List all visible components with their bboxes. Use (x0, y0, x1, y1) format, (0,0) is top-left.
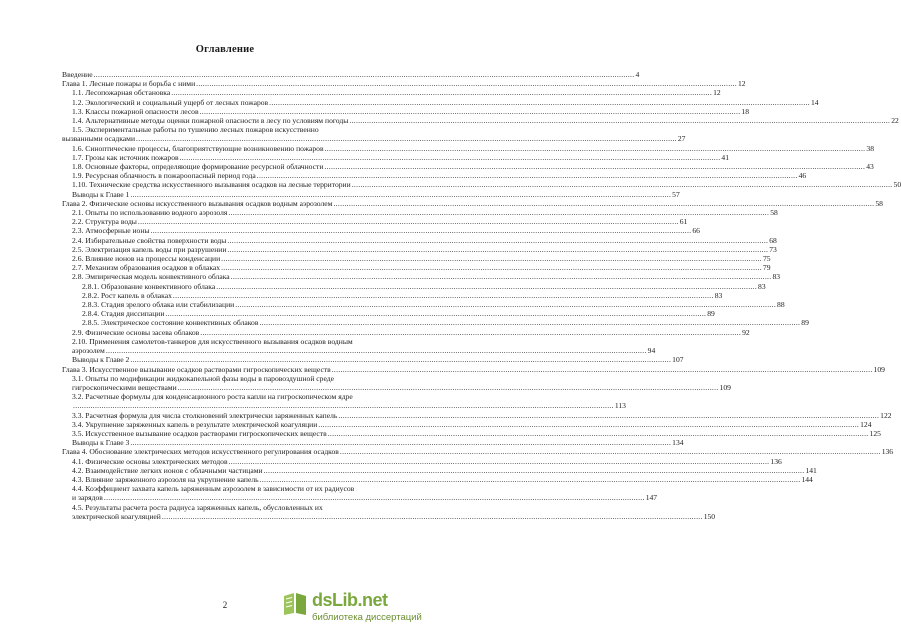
toc-entry (62, 428, 881, 438)
toc-entry-title: Глава 3. Искусственное вызывание осадков растворами гигроскопических веществ (62, 364, 331, 374)
toc-entry-title: Глава 1. Лесные пожары и борьба с ними (62, 79, 196, 89)
toc-leader-dots (130, 355, 671, 364)
toc-entry-title: электрической коагуляцией (72, 511, 161, 521)
toc-entry-title: Выводы к Главе 2 (72, 355, 130, 365)
toc-entry-title: 2.3. Атмосферные ионы (72, 226, 150, 236)
toc-entry (62, 300, 785, 310)
toc-entry (62, 208, 778, 218)
toc-leader-dots (136, 134, 677, 143)
toc-entry-page: 89 (707, 309, 715, 319)
toc-entry-title: 1.8. Основные факторы, определяющие формирование ресурсной облачности (72, 162, 324, 172)
toc-entry-title: 1.10. Технические средства искусственного вызывания осадков на лесные территории (72, 180, 351, 190)
toc-entry (62, 374, 418, 383)
toc-entry-title: 2.8. Эмпирическая модель конвективного облака (72, 272, 230, 282)
toc-entry (62, 511, 716, 521)
toc-entry-title: 3.3. Расчетная формула для числа столкновений электрически заряженных капель (72, 410, 338, 420)
toc-entry (62, 456, 782, 466)
toc-entry-title: вызванными осадками (62, 134, 136, 144)
toc-entry-page: 12 (738, 79, 746, 89)
toc-entry (62, 392, 418, 401)
toc-entry-page: 79 (762, 263, 771, 273)
toc-entry (62, 70, 640, 79)
toc-leader-dots (173, 291, 714, 300)
toc-leader-dots (178, 383, 719, 392)
toc-entry-page: 109 (873, 364, 885, 374)
toc-entry-title: 2.9. Физические основы засева облаков (72, 327, 200, 337)
toc-entry-page: 88 (777, 300, 785, 310)
toc-entry (62, 493, 658, 503)
toc-entry-page: 50 (893, 180, 901, 190)
watermark-brand: dsLib.net (312, 590, 388, 610)
toc-entry-title: 4.5. Результаты расчета роста радиуса заряженных капель, обусловленных их (72, 502, 323, 512)
toc-entry-title: гигроскопическими веществами (72, 382, 177, 392)
toc-entry (62, 382, 731, 392)
toc-entry-title: Введение (62, 70, 93, 79)
toc-entry (62, 309, 715, 319)
toc-entry-page: 18 (741, 106, 749, 116)
toc-leader-dots (324, 162, 865, 171)
toc-leader-dots (231, 272, 772, 281)
toc-entry (62, 263, 771, 273)
toc-entry-page: 58 (770, 208, 778, 218)
toc-entry-title: 2.5. Электризация капель воды при разрушении (72, 244, 227, 254)
toc-entry-page: 89 (801, 318, 809, 328)
toc-entry (62, 474, 813, 484)
toc-entry (62, 337, 418, 346)
toc-entry (62, 106, 749, 116)
toc-entry-page: 22 (891, 116, 899, 126)
toc-entry-page: 41 (721, 152, 730, 162)
toc-leader-dots (227, 236, 768, 245)
toc-entry (62, 484, 418, 493)
toc-leader-dots (325, 144, 866, 153)
page-title: Оглавление (195, 44, 255, 55)
toc-entry-page: 61 (679, 217, 688, 227)
toc-leader-dots (228, 208, 769, 217)
toc-leader-dots (264, 466, 805, 475)
toc-entry-title: 2.6. Влияние ионов на процессы конденсации (72, 254, 221, 264)
toc-entry (62, 88, 721, 98)
toc-entry (62, 438, 684, 448)
toc-leader-dots (259, 318, 800, 327)
toc-leader-dots (340, 447, 881, 456)
toc-entry-page: 125 (869, 428, 881, 438)
toc-entry-page: 68 (769, 235, 777, 245)
toc-entry-page: 83 (714, 290, 723, 300)
toc-entry (62, 410, 892, 420)
toc-entry (62, 97, 819, 107)
toc-entry-page: 144 (801, 474, 813, 484)
toc-entry (62, 447, 894, 457)
toc-entry (62, 355, 684, 365)
toc-leader-dots (196, 79, 737, 88)
toc-leader-dots (162, 512, 703, 521)
toc-entry-page: 57 (672, 189, 680, 199)
toc-leader-dots (332, 365, 873, 374)
toc-entry-page: 38 (866, 143, 874, 153)
toc-entry-title: Глава 2. Физические основы искусственного вызывания осадков водным аэрозолем (62, 198, 333, 208)
toc-entry (62, 327, 750, 337)
toc-leader-dots (151, 226, 692, 235)
toc-entry-page: 147 (645, 493, 658, 503)
toc-entry (62, 152, 730, 162)
toc-entry-page: 107 (672, 355, 684, 365)
toc-entry-page: 83 (772, 272, 781, 282)
toc-entry-title: 4.1. Физические основы электрических методов (72, 456, 228, 466)
toc-entry (62, 364, 885, 374)
toc-entry-page: 92 (742, 327, 750, 337)
toc-entry-title: 4.4. Коэффициент захвата капель заряженным аэрозолем в зависимости от их радиусов (72, 484, 355, 494)
toc-entry-page: 27 (677, 134, 686, 144)
toc-entry-title: 4.3. Влияние заряженного аэрозоля на укрупнение капель (72, 474, 259, 484)
toc-entry (62, 401, 626, 411)
toc-entry (62, 318, 809, 328)
watermark (272, 588, 442, 628)
toc-leader-dots (349, 116, 890, 125)
toc-entry (62, 244, 777, 254)
toc-entry-page: 94 (647, 346, 656, 356)
toc-leader-dots (94, 70, 635, 79)
toc-entry-title: 1.1. Лесопожарная обстановка (72, 88, 171, 98)
toc-entry (62, 116, 899, 126)
toc-entry-title: 3.4. Укрупнение заряженных капель в результате электрической коагуляции (72, 419, 318, 429)
toc-leader-dots (338, 411, 879, 420)
toc-leader-dots (227, 245, 768, 254)
toc-entry-page: 66 (692, 226, 700, 236)
toc-entry (62, 226, 700, 236)
toc-leader-dots (221, 254, 762, 263)
toc-entry-title: и зарядов (72, 493, 103, 503)
toc-entry-title: Выводы к Главе 3 (72, 438, 130, 448)
toc-leader-dots (180, 153, 721, 162)
toc-entry (62, 290, 723, 300)
toc-entry (62, 254, 771, 264)
toc-entry-title: 2.8.3. Стадия зрелого облака или стабилизации (82, 300, 235, 310)
toc-entry-title: 1.6. Синоптические процессы, благоприятствующие возникновению пожаров (72, 143, 324, 153)
table-of-contents (62, 70, 901, 521)
toc-entry-page: 136 (881, 447, 894, 457)
toc-entry-page: 109 (719, 382, 731, 392)
toc-leader-dots (130, 438, 671, 447)
toc-entry-page: 113 (614, 401, 626, 411)
toc-entry-page: 12 (713, 88, 721, 98)
toc-leader-dots (106, 346, 647, 355)
toc-entry (62, 189, 680, 199)
toc-entry (62, 217, 688, 227)
toc-entry-title: 2.1. Опыты по использованию водного аэрозоля (72, 208, 228, 218)
toc-entry (62, 235, 777, 245)
toc-entry-title: аэрозолем (72, 346, 105, 356)
toc-entry-page: 75 (762, 254, 771, 264)
page-number: 2 (222, 600, 228, 610)
toc-leader-dots (352, 180, 893, 189)
toc-entry-page: 83 (758, 281, 766, 291)
toc-entry-page: 122 (880, 410, 892, 420)
toc-entry-page: 73 (769, 244, 777, 254)
toc-entry (62, 125, 418, 134)
toc-entry (62, 162, 874, 172)
toc-entry (62, 281, 766, 291)
watermark-tagline: библиотека диссертаций (312, 612, 422, 623)
toc-entry-title: 1.4. Альтернативные методы оценки пожарной опасности в лесу по условиям погоды (72, 116, 349, 126)
toc-entry-title: 3.5. Искусственное вызывание осадков растворами гигроскопических веществ (72, 428, 327, 438)
toc-entry-page: 136 (770, 456, 782, 466)
toc-entry-title: 2.7. Механизм образования осадков в облаках (72, 263, 221, 273)
toc-entry-page: 46 (798, 171, 807, 181)
toc-entry (62, 180, 901, 190)
toc-entry-page: 43 (866, 162, 874, 172)
toc-entry (62, 465, 817, 475)
toc-entry (62, 143, 874, 153)
toc-entry-title: 2.8.2. Рост капель в облаках (82, 290, 172, 300)
toc-leader-dots (333, 199, 874, 208)
toc-entry-page: 4 (635, 70, 640, 79)
toc-entry-title: 1.3. Классы пожарной опасности лесов (72, 106, 199, 116)
toc-entry (62, 346, 656, 356)
toc-leader-dots (104, 493, 645, 502)
toc-leader-dots (257, 171, 798, 180)
toc-entry-title: 2.4. Избирательные свойства поверхности воды (72, 235, 227, 245)
toc-entry-title: 1.9. Ресурсная облачность в пожароопасный период года (72, 171, 256, 181)
toc-entry-page: 58 (875, 198, 883, 208)
toc-entry-title: 2.2. Структура воды (72, 217, 137, 227)
toc-entry-title: 3.1. Опыты по модификации жидкокапельной фазы воды в паровоздушной среде (72, 373, 334, 383)
toc-leader-dots (138, 217, 679, 226)
toc-leader-dots (130, 190, 671, 199)
toc-entry (62, 503, 418, 512)
toc-entry-title: 2.10. Применения самолетов-танкеров для искусственного вызывания осадков водным (72, 336, 353, 346)
toc-entry (62, 171, 807, 181)
toc-leader-dots (165, 309, 706, 318)
toc-leader-dots (73, 401, 614, 410)
toc-leader-dots (229, 457, 770, 466)
toc-entry-title: 1.5. Экспериментальные работы по тушению лесных пожаров искусственно (72, 125, 319, 135)
toc-entry-page: 150 (703, 511, 716, 521)
toc-entry-title: 2.8.1. Образование конвективного облака (82, 281, 216, 291)
toc-leader-dots (200, 107, 741, 116)
toc-entry (62, 134, 686, 144)
toc-leader-dots (221, 263, 762, 272)
toc-entry (62, 419, 872, 429)
toc-leader-dots (216, 282, 757, 291)
toc-entry-title: Выводы к Главе 1 (72, 189, 130, 199)
toc-entry-title: 2.8.5. Электрическое состояние конвективных облаков (82, 318, 259, 328)
toc-entry-page: 141 (805, 465, 817, 475)
book-logo-icon (280, 588, 310, 618)
toc-entry-title: 2.8.4. Стадия диссипации (82, 309, 165, 319)
toc-entry-page: 134 (672, 438, 684, 448)
toc-entry (62, 79, 746, 89)
toc-entry (62, 272, 781, 282)
toc-entry-page: 14 (810, 97, 819, 107)
toc-leader-dots (171, 88, 712, 97)
toc-entry-title: Глава 4. Обоснование электрических методов искусственного регулирования осадков (62, 447, 339, 457)
toc-entry-title: 4.2. Взаимодействие легких ионов с облачными частицами (72, 465, 263, 475)
toc-leader-dots (269, 98, 810, 107)
toc-leader-dots (318, 420, 859, 429)
toc-entry-page: 124 (860, 419, 872, 429)
toc-leader-dots (328, 429, 869, 438)
toc-entry-title: 1.7. Грозы как источник пожаров (72, 152, 179, 162)
toc-leader-dots (200, 328, 741, 337)
toc-entry (62, 198, 883, 208)
toc-leader-dots (260, 475, 801, 484)
toc-entry-title: 3.2. Расчетные формулы для конденсационного роста капли на гигроскопическом ядре (72, 392, 353, 402)
toc-entry-title: 1.2. Экологический и социальный ущерб от лесных пожаров (72, 97, 269, 107)
toc-leader-dots (235, 300, 776, 309)
